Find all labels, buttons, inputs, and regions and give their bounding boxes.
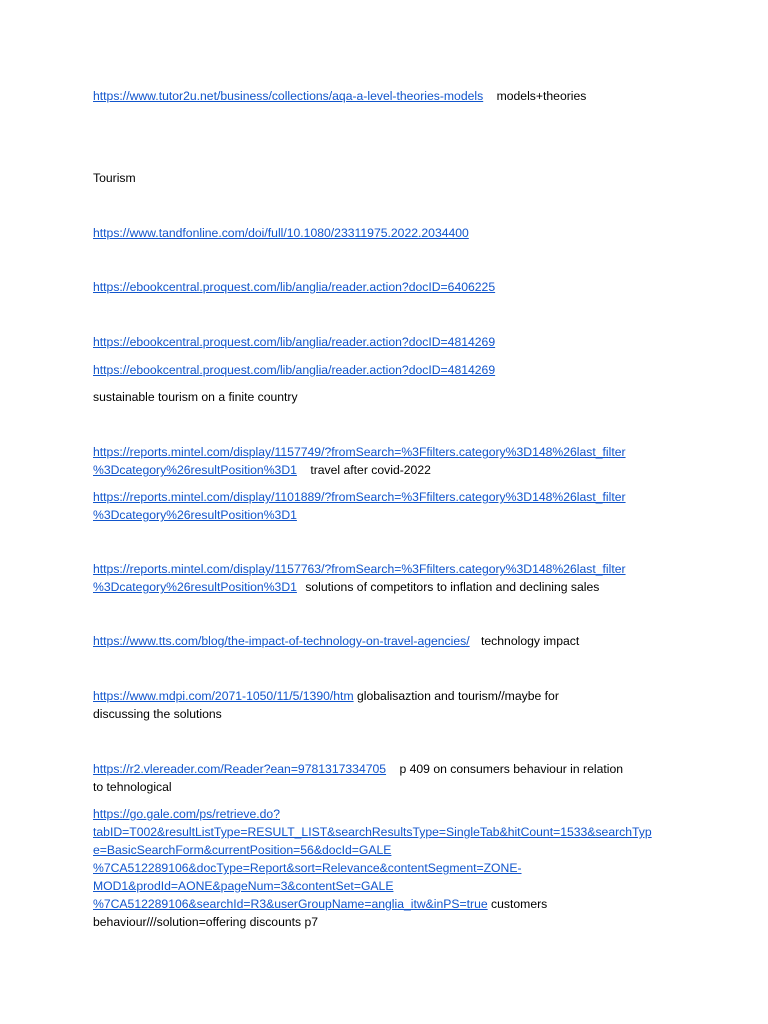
link-tandfonline[interactable]: https://www.tandfonline.com/doi/full/10.1080/23311975.2022.2034400 <box>93 226 469 240</box>
link-vlereader[interactable]: https://r2.vlereader.com/Reader?ean=9781317334705 <box>93 762 387 776</box>
link-mintel-1157763-line2[interactable]: %3Dcategory%26resultPosition%3D1 <box>93 580 297 594</box>
link-mintel-1101889-line2[interactable]: %3Dcategory%26resultPosition%3D1 <box>93 508 297 522</box>
link-gale-line2[interactable]: tabID=T002&resultListType=RESULT_LIST&searchResultsType=SingleTab&hitCount=1533&searchTyp <box>93 825 652 839</box>
note-globalisation-line2: discussing the solutions <box>93 707 222 721</box>
entry-proquest-4814269-a <box>93 333 683 351</box>
note-technology-impact: technology impact <box>481 634 580 648</box>
note-consumer-behaviour-line2: to tehnological <box>93 780 172 794</box>
link-gale-line6[interactable]: %7CA512289106&searchId=R3&userGroupName=anglia_itw&inPS=true <box>93 897 488 911</box>
entry-vlereader <box>93 760 683 796</box>
link-gale-line1[interactable]: https://go.gale.com/ps/retrieve.do? <box>93 807 280 821</box>
entry-gale <box>93 805 683 931</box>
note-travel-after-covid: travel after covid-2022 <box>310 463 431 477</box>
link-gale-line3[interactable]: e=BasicSearchForm&currentPosition=56&docId=GALE <box>93 843 392 857</box>
link-proquest-4814269-b[interactable]: https://ebookcentral.proquest.com/lib/anglia/reader.action?docID=4814269 <box>93 363 496 377</box>
note-models-theories: models+theories <box>496 89 587 103</box>
entry-tutor2u <box>93 87 683 105</box>
link-gale-line5[interactable]: MOD1&prodId=AONE&pageNum=3&contentSet=GALE <box>93 879 394 893</box>
heading-tourism: Tourism <box>93 171 136 185</box>
link-mintel-1157763-line1[interactable]: https://reports.mintel.com/display/1157763/?fromSearch=%3Ffilters.category%3D148%26last_filter <box>93 562 626 576</box>
note-customers-behaviour-line2: behaviour///solution=offering discounts p7 <box>93 915 319 929</box>
link-proquest-6406225[interactable]: https://ebookcentral.proquest.com/lib/anglia/reader.action?docID=6406225 <box>93 280 496 294</box>
link-mdpi[interactable]: https://www.mdpi.com/2071-1050/11/5/1390/htm <box>93 689 354 703</box>
link-proquest-4814269-a[interactable]: https://ebookcentral.proquest.com/lib/anglia/reader.action?docID=4814269 <box>93 335 496 349</box>
link-tutor2u[interactable]: https://www.tutor2u.net/business/collections/aqa-a-level-theories-models <box>93 89 484 103</box>
entry-proquest-6406225 <box>93 278 683 296</box>
link-mintel-1101889-line1[interactable]: https://reports.mintel.com/display/1101889/?fromSearch=%3Ffilters.category%3D148%26last_filter <box>93 490 626 504</box>
entry-tts <box>93 632 683 650</box>
note-customers-behaviour-line1: customers <box>491 897 548 911</box>
link-mintel-1157749-line1[interactable]: https://reports.mintel.com/display/1157749/?fromSearch=%3Ffilters.category%3D148%26last_filter <box>93 445 626 459</box>
entry-mintel-1157763 <box>93 560 683 596</box>
link-tts[interactable]: https://www.tts.com/blog/the-impact-of-technology-on-travel-agencies/ <box>93 634 470 648</box>
note-consumer-behaviour-line1: p 409 on consumers behaviour in relation <box>399 762 624 776</box>
entry-mdpi <box>93 687 683 723</box>
link-gale-line4[interactable]: %7CA512289106&docType=Report&sort=Relevance&contentSegment=ZONE- <box>93 861 522 875</box>
entry-proquest-4814269-b <box>93 361 683 379</box>
note-sustainable-tourism: sustainable tourism on a finite country <box>93 390 298 404</box>
entry-mintel-1101889 <box>93 488 683 524</box>
note-globalisation-line1: globalisaztion and tourism//maybe for <box>357 689 559 703</box>
entry-mintel-1157749 <box>93 443 683 479</box>
link-mintel-1157749-line2[interactable]: %3Dcategory%26resultPosition%3D1 <box>93 463 297 477</box>
note-solutions-competitors: solutions of competitors to inflation and declining sales <box>305 580 600 594</box>
entry-tandfonline <box>93 224 683 242</box>
